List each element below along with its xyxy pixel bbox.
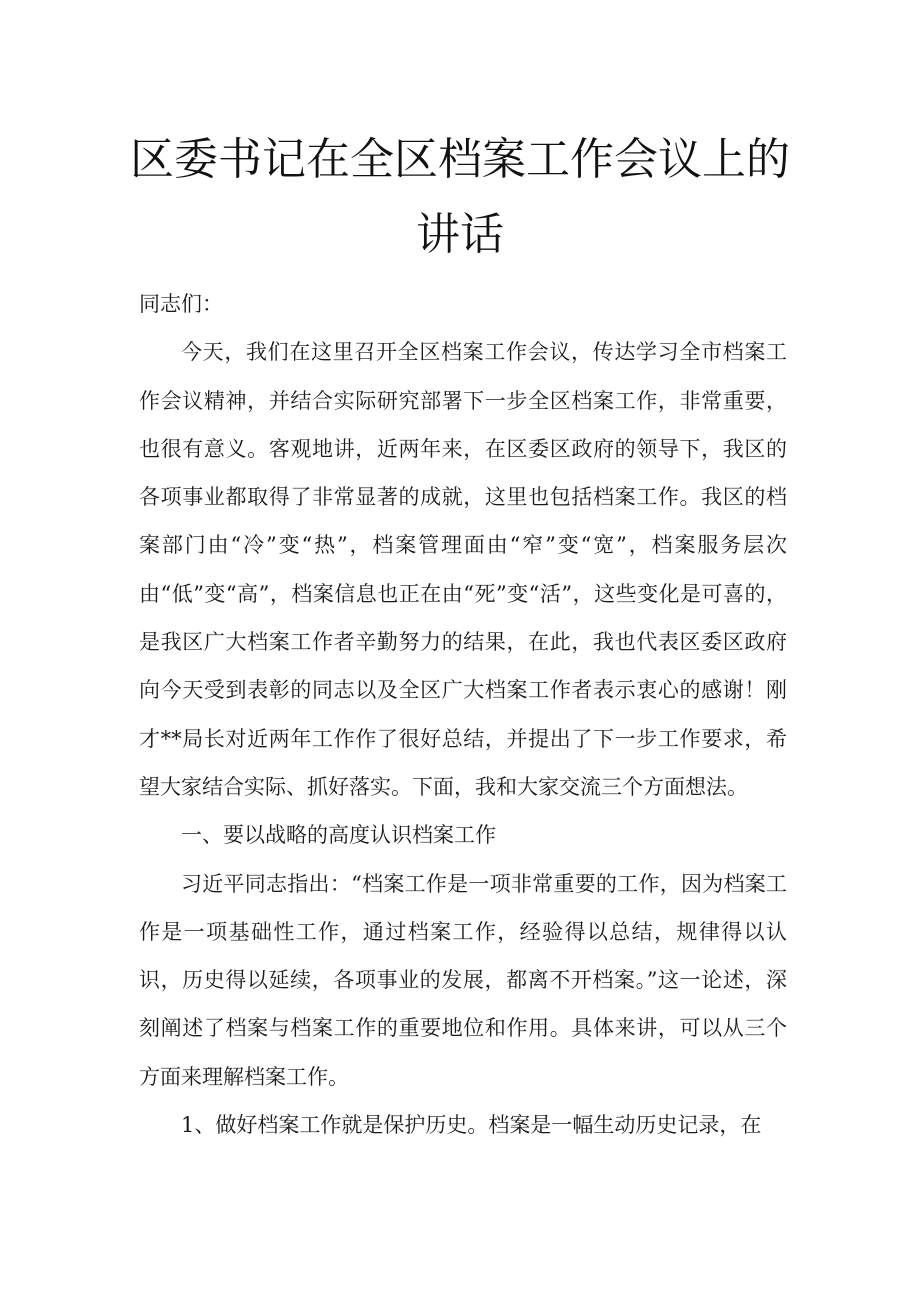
- section-heading: 一、要以战略的高度认识档案工作: [181, 823, 496, 848]
- document-title-line-2: 讲话: [416, 209, 504, 260]
- document-title-line-1: 区委书记在全区档案工作会议上的: [130, 134, 790, 185]
- paragraph-point-1: 1、做好档案工作就是保护历史。档案是一幅生动历史记录，在: [181, 1113, 762, 1138]
- salutation: 同志们：: [139, 292, 223, 316]
- paragraph-quote: 习近平同志指出：“档案工作是一项非常重要的工作，因为档案工作是一项基础性工作，通过档案工作，经验得以总结，规律得以认识，历史得以延续，各项事业的发展，都离不开档案。”这一论述，深刻阐述了档案与档案工作的重要地位和作用。具体来讲，可以从三个方面来理解档案工作。: [139, 871, 787, 1089]
- document-body: [139, 280, 787, 1149]
- paragraph-intro: 今天，我们在这里召开全区档案工作会议，传达学习全市档案工作会议精神，并结合实际研究部署下一步全区档案工作，非常重要，也很有意义。客观地讲，近两年来，在区委区政府的领导下，我区的各项事业都取得了非常显著的成就，这里也包括档案工作。我区的档案部门由“冷”变“热”，档案管理面由“窄”变“宽”，档案服务层次由“低”变“高”，档案信息也正在由“死”变“活”，这些变化是可喜的，是我区广大档案工作者辛勤努力的结果，在此，我也代表区委区政府向今天受到表彰的同志以及全区广大档案工作者表示衷心的感谢！刚才**局长对近两年工作作了很好总结，并提出了下一步工作要求，希望大家结合实际、抓好落实。下面，我和大家交流三个方面想法。: [139, 340, 787, 799]
